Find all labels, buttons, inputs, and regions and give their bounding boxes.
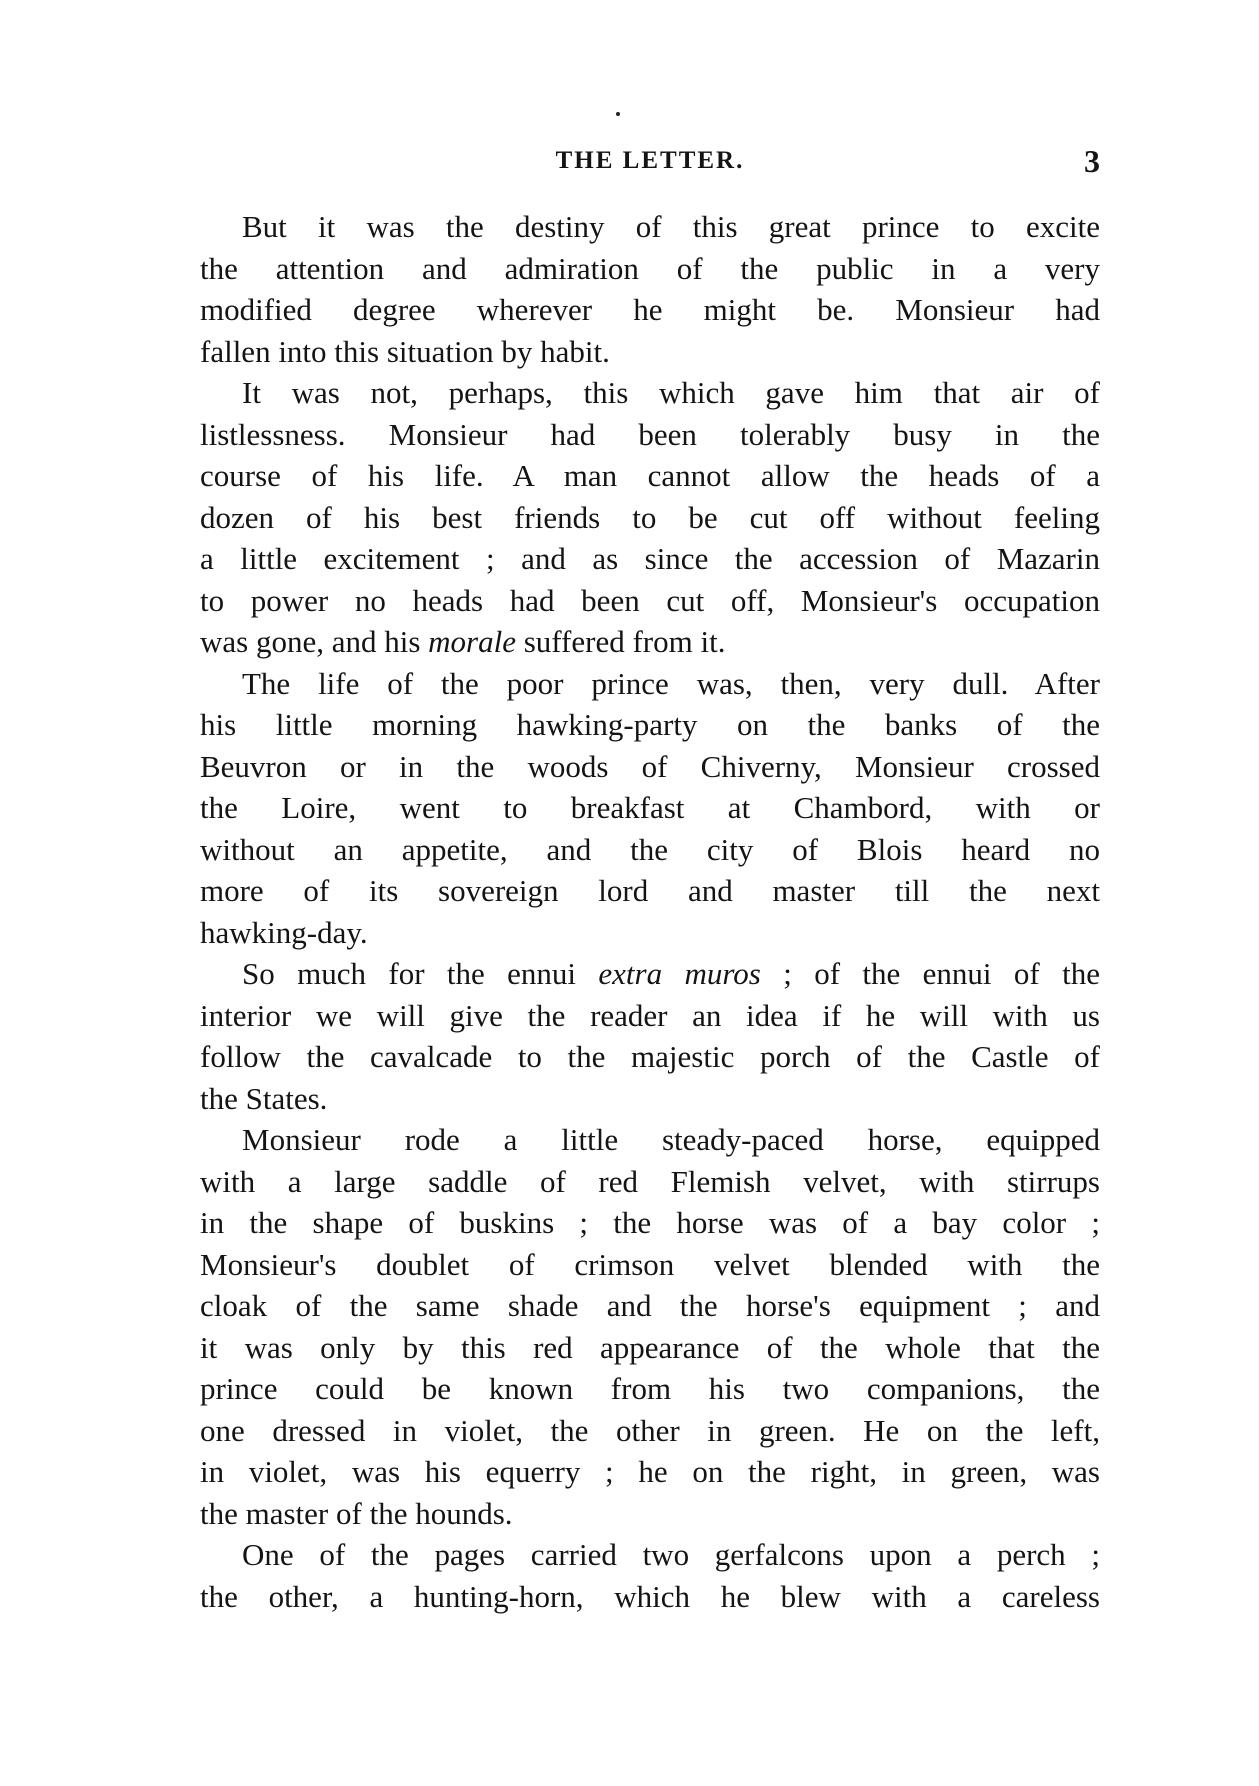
- text-line: a little excitement ; and as since the accession of Mazarin: [200, 541, 1100, 576]
- text-line: with a large saddle of red Flemish velvet, with stirrups: [200, 1163, 1100, 1199]
- text-line: the States.: [200, 1080, 328, 1116]
- paragraph: [200, 663, 1100, 954]
- text-line: The life of the poor prince was, then, very dull. After: [242, 665, 1100, 701]
- text-line: But it was the destiny of this great prince to excite: [242, 209, 1100, 244]
- text-line: cloak of the same shade and the horse's equipment ; and: [200, 1288, 1100, 1323]
- text-line: One of the pages carried two gerfalcons upon a perch ;: [242, 1537, 1100, 1572]
- running-head: [200, 143, 1100, 183]
- text-line: It was not, perhaps, this which gave him that air of: [242, 375, 1100, 410]
- text-line-with-italic: So much for the ennui extra muros ; of the ennui of the: [242, 956, 1100, 991]
- page-number: 3: [1084, 143, 1100, 179]
- printer-mark: [616, 112, 620, 116]
- body-text: [200, 206, 1100, 1617]
- paragraph: [200, 1119, 1100, 1534]
- text-line: the master of the hounds.: [200, 1495, 513, 1531]
- text-line-with-italic: was gone, and his morale suffered from it.: [200, 624, 726, 659]
- text-line: his little morning hawking-party on the banks of the: [200, 707, 1100, 742]
- text-line: interior we will give the reader an idea if he will with us: [200, 997, 1100, 1033]
- text-line: hawking-day.: [200, 914, 368, 950]
- text-line: Monsieur's doublet of crimson velvet blended with the: [200, 1246, 1100, 1282]
- text-line: Beuvron or in the woods of Chiverny, Monsieur crossed: [200, 748, 1100, 784]
- paragraph: [200, 206, 1100, 372]
- text-line: it was only by this red appearance of the whole that the: [200, 1329, 1100, 1365]
- text-line: one dressed in violet, the other in green. He on the left,: [200, 1412, 1100, 1448]
- text-line: the other, a hunting-horn, which he blew with a careless: [200, 1578, 1100, 1614]
- text-line: dozen of his best friends to be cut off without feeling: [200, 499, 1100, 535]
- running-title: THE LETTER.: [555, 147, 745, 174]
- text-line: follow the cavalcade to the majestic porch of the Castle of: [200, 1039, 1100, 1074]
- paragraph: [200, 372, 1100, 663]
- text-line: more of its sovereign lord and master till the next: [200, 873, 1100, 908]
- text-line: in the shape of buskins ; the horse was of a bay color ;: [200, 1205, 1100, 1240]
- text-line: the attention and admiration of the public in a very: [200, 250, 1100, 286]
- paragraph: [200, 953, 1100, 1119]
- text-line: listlessness. Monsieur had been tolerably busy in the: [200, 416, 1100, 452]
- text-line: in violet, was his equerry ; he on the right, in green, was: [200, 1454, 1100, 1489]
- text-line: to power no heads had been cut off, Monsieur's occupation: [200, 582, 1100, 618]
- text-line: Monsieur rode a little steady-paced horse, equipped: [242, 1122, 1100, 1157]
- text-line: fallen into this situation by habit.: [200, 333, 610, 369]
- text-line: the Loire, went to breakfast at Chambord, with or: [200, 790, 1100, 825]
- text-line: course of his life. A man cannot allow the heads of a: [200, 458, 1100, 493]
- text-line: modified degree wherever he might be. Monsieur had: [200, 292, 1100, 327]
- paragraph: [200, 1534, 1100, 1617]
- text-line: without an appetite, and the city of Blois heard no: [200, 831, 1100, 867]
- text-line: prince could be known from his two companions, the: [200, 1371, 1100, 1406]
